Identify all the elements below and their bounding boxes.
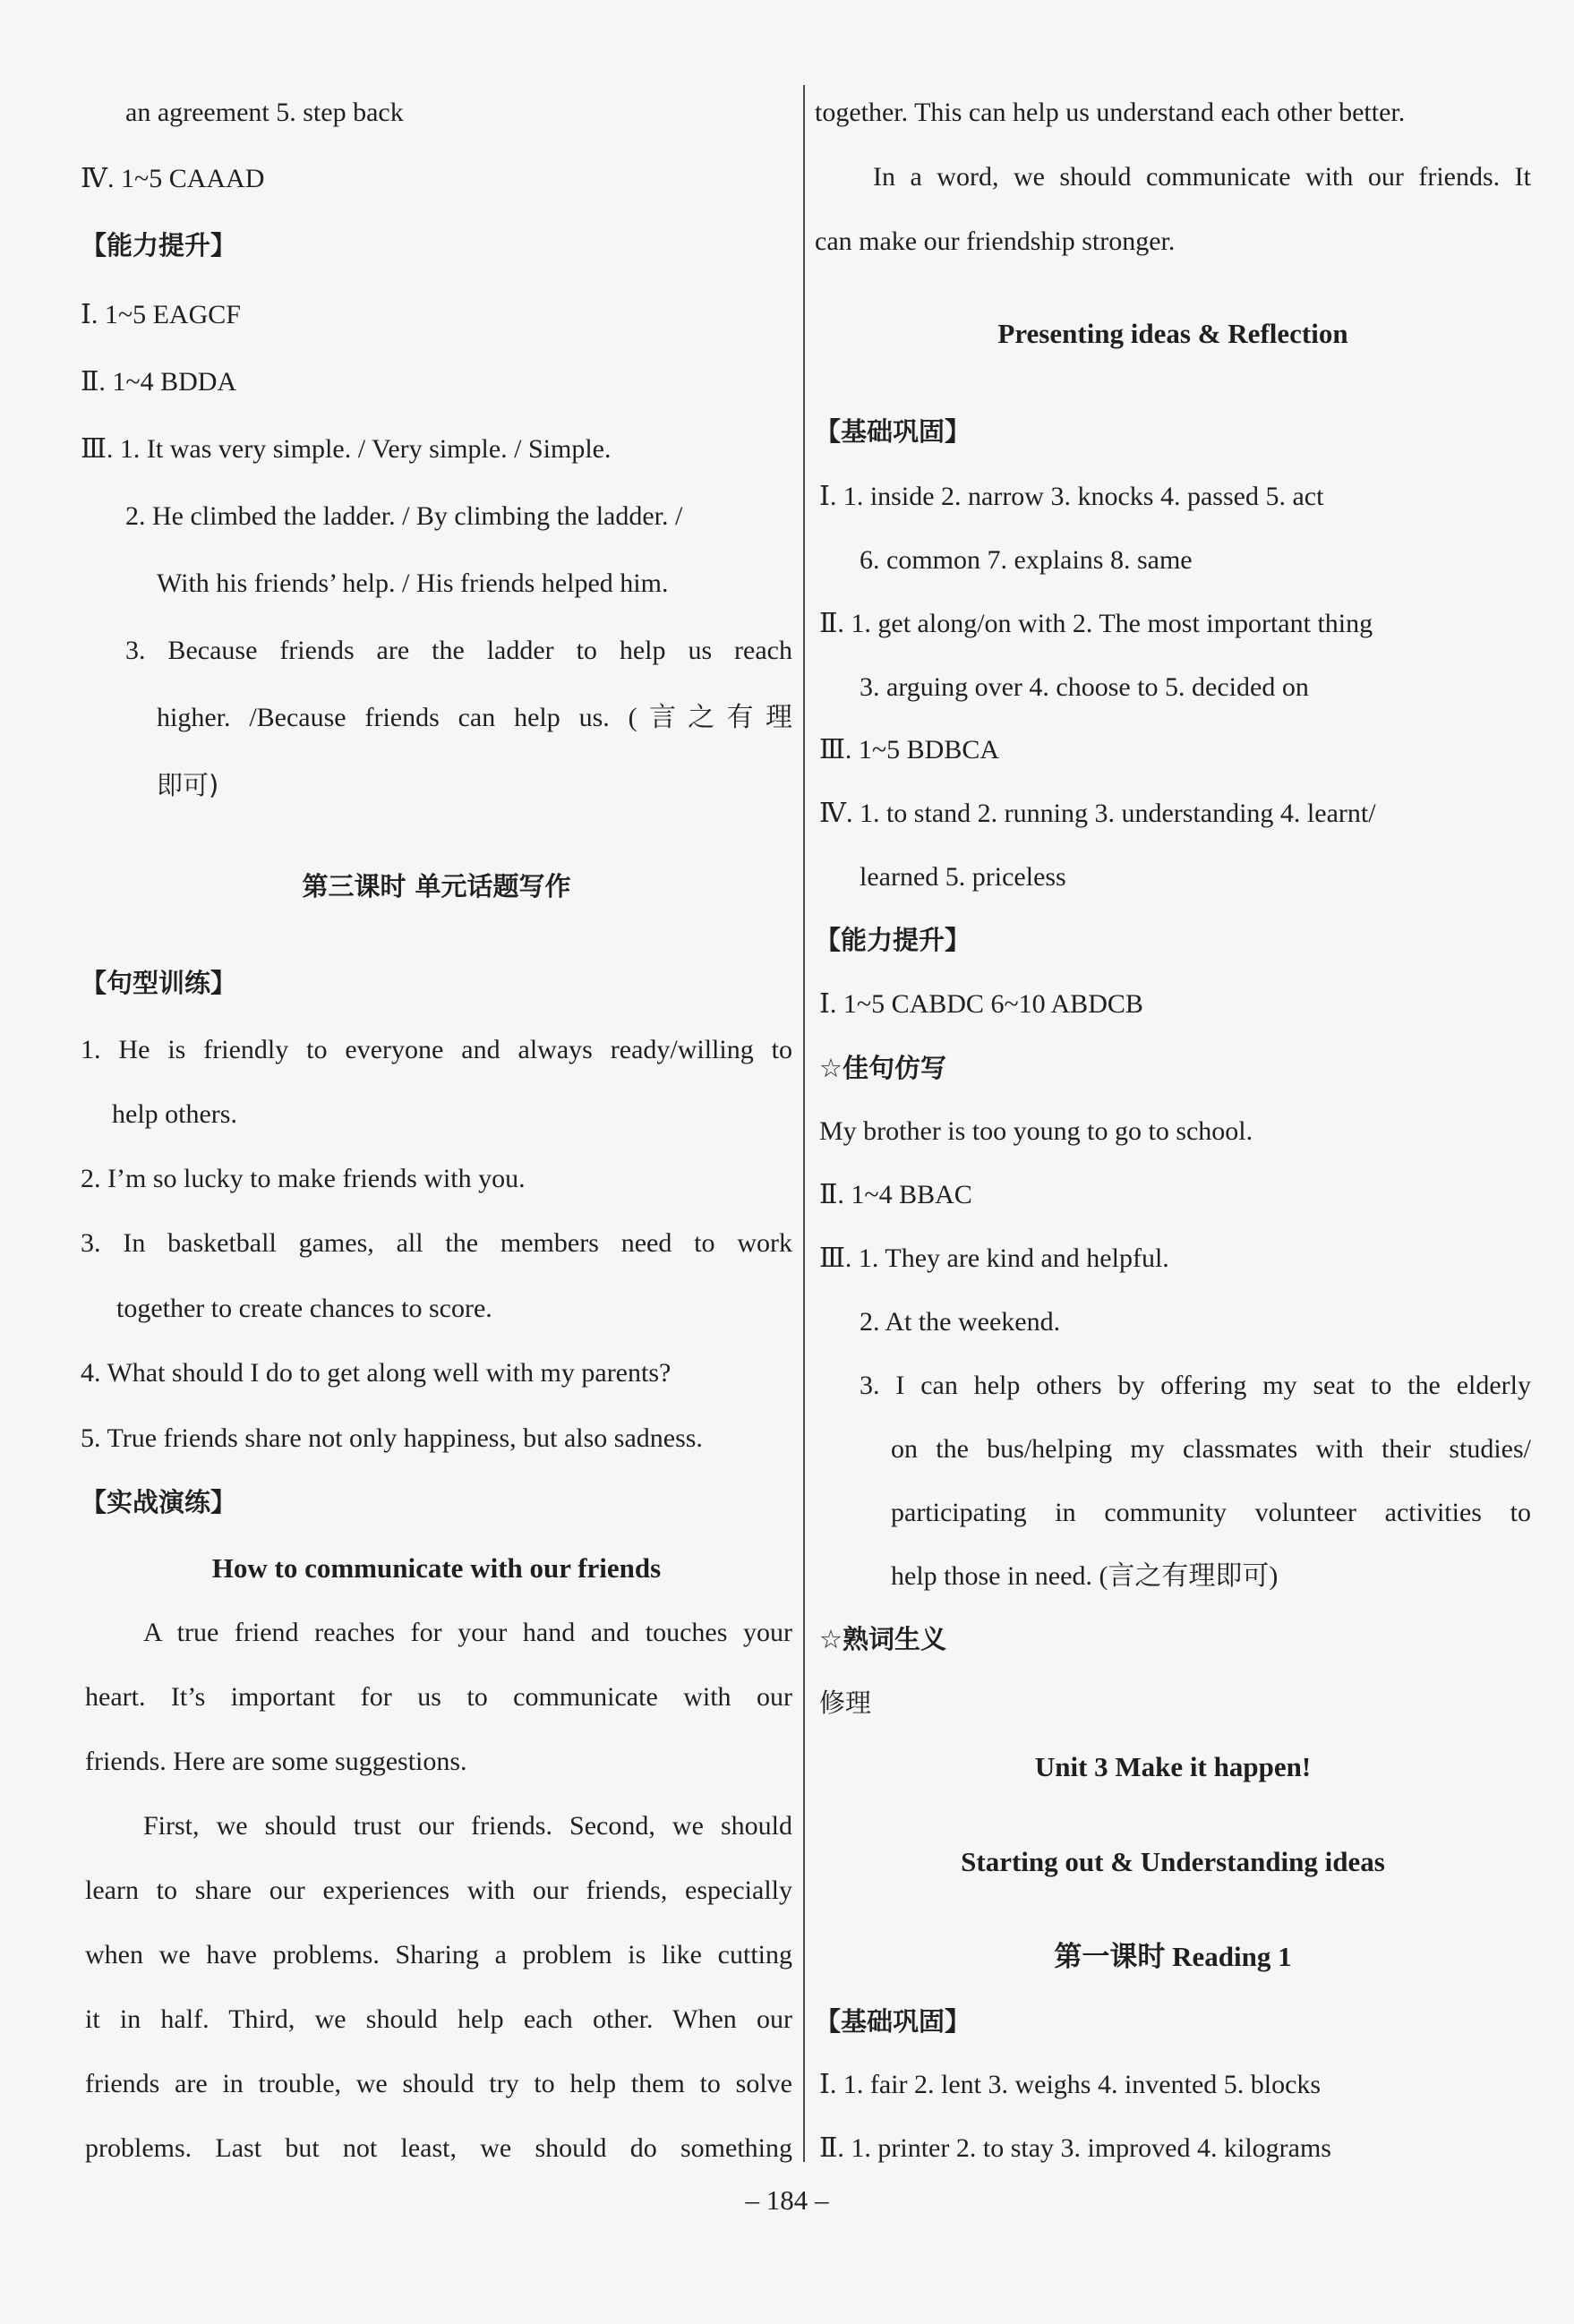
answer-line: participating in community volunteer activities to [891,1498,1531,1527]
answer-line: Ⅰ. 1~5 CABDC 6~10 ABDCB [819,989,1143,1019]
answer-line: 3. I can help others by offering my seat to the elderly [860,1371,1531,1400]
column-divider [803,85,805,2162]
answer-line: help those in need. (言之有理即可) [891,1561,1279,1591]
answer-line: Ⅲ. 1. They are kind and helpful. [819,1243,1169,1273]
answer-line: Ⅲ. 1. It was very simple. / Very simple. / Simple. [81,434,612,464]
section-heading: 【基础巩固】 [815,416,971,447]
answer-line: Ⅱ. 1. get along/on with 2. The most important thing [819,609,1373,638]
section-heading: 【能力提升】 [81,230,237,261]
page-number: – 184 – [745,2184,829,2216]
answer-line: 2. At the weekend. [860,1307,1061,1337]
answer-line: With his friends’ help. / His friends helped him. [157,568,669,598]
answer-line: Ⅰ. 1. fair 2. lent 3. weighs 4. invented 5. blocks [819,2070,1322,2099]
sentence-line: help others. [112,1099,237,1129]
sentence-line: 3. In basketball games, all the members need to work [81,1228,792,1258]
section-title: Presenting ideas & Reflection [997,318,1348,349]
section-heading: 【句型训练】 [81,968,237,998]
answer-line: 6. common 7. explains 8. same [860,545,1193,575]
essay-line: heart. It’s important for us to communicate with our [85,1682,792,1712]
section-heading: 【基础巩固】 [815,2006,971,2037]
essay-line: friends are in trouble, we should try to help them to solve [85,2069,792,2098]
essay-line: it in half. Third, we should help each other. When our [85,2004,792,2034]
answer-line: learned 5. priceless [860,862,1066,892]
right-column [815,0,1531,2324]
answer-line: Ⅳ. 1~5 CAAAD [81,164,265,193]
sentence-line: together to create chances to score. [116,1294,492,1323]
answer-line: Ⅱ. 1~4 BDDA [81,367,237,397]
sentence-line: 4. What should I do to get along well with my parents? [81,1358,672,1388]
answer-line: Ⅲ. 1~5 BDBCA [819,735,1000,765]
answer-line: on the bus/helping my classmates with their studies/ [891,1434,1531,1464]
left-column [81,0,792,2324]
answer-line: Ⅰ. 1~5 EAGCF [81,300,241,329]
answer-line: 2. He climbed the ladder. / By climbing the ladder. / [125,501,683,531]
answer-line: 3. arguing over 4. choose to 5. decided on [860,672,1309,702]
essay-line: friends. Here are some suggestions. [85,1747,467,1776]
essay-line: In a word, we should communicate with our friends. It [873,162,1531,192]
essay-line: when we have problems. Sharing a problem is like cutting [85,1940,792,1969]
lesson-title: 第三课时 单元话题写作 [302,871,571,901]
essay-line: problems. Last but not least, we should do something [85,2133,792,2163]
sentence-line: 2. I’m so lucky to make friends with you. [81,1164,526,1193]
essay-title: How to communicate with our friends [211,1552,662,1584]
lesson-title: 第一课时 Reading 1 [1054,1941,1292,1972]
answer-line: 修理 [819,1687,872,1718]
subsection-heading: ☆佳句仿写 [819,1053,946,1083]
essay-line: together. This can help us understand each other better. [815,98,1406,127]
unit-title: Unit 3 Make it happen! [1034,1751,1312,1782]
answer-line: My brother is too young to go to school. [819,1116,1253,1146]
answer-line: higher. /Because friends can help us. (言之有理 [157,703,792,732]
sentence-line: 5. True friends share not only happiness, but also sadness. [81,1423,703,1453]
answer-line: Ⅱ. 1. printer 2. to stay 3. improved 4. kilograms [819,2133,1331,2163]
section-heading: 【实战演练】 [81,1487,237,1517]
section-heading: 【能力提升】 [815,925,971,955]
sentence-line: 1. He is friendly to everyone and always ready/willing to [81,1035,792,1064]
essay-line: can make our friendship stronger. [815,226,1176,256]
answer-line: Ⅱ. 1~4 BBAC [819,1180,972,1209]
subsection-heading: ☆熟词生义 [819,1624,946,1654]
answer-line: Ⅳ. 1. to stand 2. running 3. understanding 4. learnt/ [819,799,1376,828]
essay-line: A true friend reaches for your hand and touches your [143,1618,792,1647]
answer-line: Ⅰ. 1. inside 2. narrow 3. knocks 4. passed 5. act [819,482,1324,511]
answer-line: 3. Because friends are the ladder to help us reach [125,636,792,665]
answer-line: an agreement 5. step back [125,98,404,127]
essay-line: First, we should trust our friends. Second, we should [143,1811,792,1841]
essay-line: learn to share our experiences with our friends, especially [85,1875,792,1905]
section-title: Starting out & Understanding ideas [961,1846,1385,1877]
answer-line: 即可) [157,770,219,800]
